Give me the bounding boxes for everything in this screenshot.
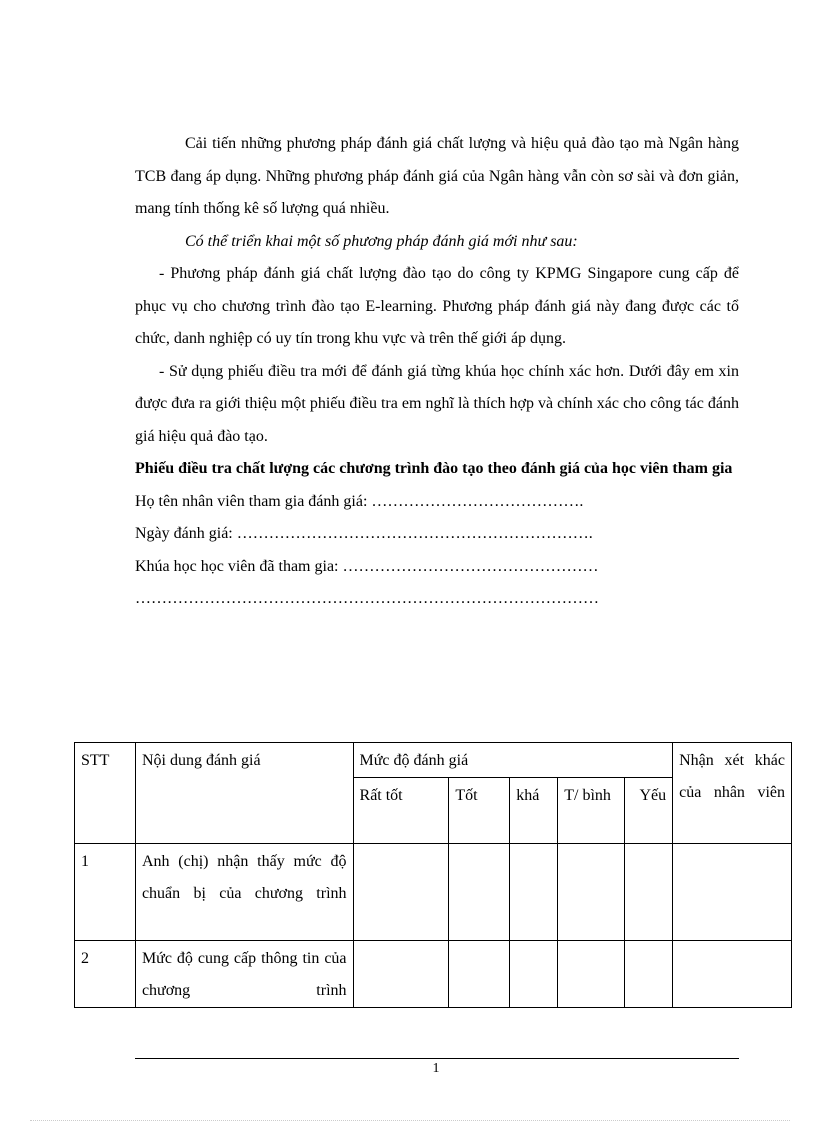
header-rating-level: Mức độ đánh giá (353, 743, 673, 778)
cell-average[interactable] (558, 844, 625, 941)
form-title: Phiếu điều tra chất lượng các chương trình đào tạo theo đánh giá của học viên tham gia (135, 460, 733, 477)
row-content: Mức độ cung cấp thông tin của chương trình (135, 941, 353, 1008)
field-course-continued: …………………………………………………………………………… (135, 590, 599, 607)
header-good: Tốt (449, 778, 510, 844)
bullet-survey: - Sử dụng phiếu điều tra mới để đánh giá từng khúa học chính xác hơn. Dưới đây em xin được đưa ra giới thiệu một phiếu điều tra em nghĩ là thích hợp và chính xác cho công tác đánh giá hiệu quả đào tạo. (135, 362, 739, 445)
header-average: T/ bình (558, 778, 625, 844)
row-content: Anh (chị) nhận thấy mức độ chuẩn bị của chương trình (135, 844, 353, 941)
table-row (75, 844, 792, 941)
footer-divider (135, 1058, 739, 1059)
field-participant-name: Họ tên nhân viên tham gia đánh giá: …………………………………. (135, 492, 584, 510)
table-row (75, 941, 792, 1008)
cell-fair[interactable] (510, 941, 558, 1008)
page-number: 1 (432, 1061, 440, 1076)
cell-weak[interactable] (625, 844, 673, 941)
paragraph-intro: Cải tiến những phương pháp đánh giá chất lượng và hiệu quả đào tạo mà Ngân hàng TCB đang áp dụng. Những phương pháp đánh giá của Ngân hàng vẫn còn sơ sài và đơn giản, mang tính thống kê số lượng quá nhiều. (135, 135, 739, 217)
header-weak: Yếu (625, 778, 673, 844)
field-evaluation-date: Ngày đánh giá: …………………………………………………………. (135, 525, 593, 542)
table-header-row (75, 743, 792, 778)
cell-comment[interactable] (673, 844, 792, 941)
header-stt: STT (75, 743, 136, 844)
header-very-good: Rất tốt (353, 778, 449, 844)
cell-very-good[interactable] (353, 941, 449, 1008)
cell-comment[interactable] (673, 941, 792, 1008)
bullet-kpmg: - Phương pháp đánh giá chất lượng đào tạo do công ty KPMG Singapore cung cấp để phục vụ cho chương trình đào tạo E-learning. Phương pháp đánh giá này đang được các tổ chức, danh nghiệp có uy tín trong khu vực và trên thế giới áp dụng. (135, 265, 739, 347)
row-stt: 1 (75, 844, 136, 941)
body-text (135, 128, 739, 616)
cell-average[interactable] (558, 941, 625, 1008)
row-stt: 2 (75, 941, 136, 1008)
paragraph-methods-intro: Có thể triển khai một số phương pháp đánh giá mới như sau: (185, 232, 578, 250)
cell-fair[interactable] (510, 844, 558, 941)
header-content: Nội dung đánh giá (135, 743, 353, 844)
cell-good[interactable] (449, 941, 510, 1008)
cell-good[interactable] (449, 844, 510, 941)
header-fair: khá (510, 778, 558, 844)
cell-very-good[interactable] (353, 844, 449, 941)
page-bottom-dotted-line (30, 1120, 790, 1121)
field-course: Khúa học học viên đã tham gia: ………………………………………… (135, 557, 599, 575)
header-comment: Nhận xét khác của nhân viên (673, 743, 792, 844)
evaluation-table (74, 742, 792, 1008)
cell-weak[interactable] (625, 941, 673, 1008)
